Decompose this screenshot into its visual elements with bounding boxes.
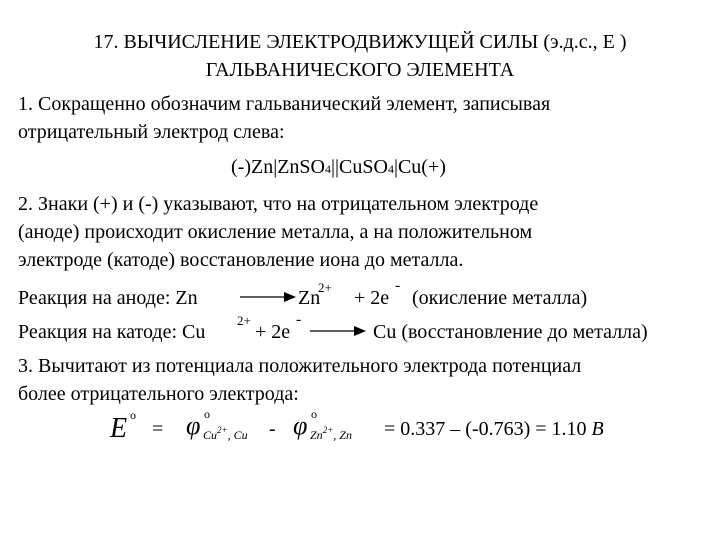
cathode-electron-charge: - <box>296 311 302 328</box>
slide-title-line-1: 17. ВЫЧИСЛЕНИЕ ЭЛЕКТРОДВИЖУЩЕЙ СИЛЫ (э.д.с., E ) <box>93 31 627 53</box>
formula-equals-sign: = <box>152 418 164 440</box>
scheme-part-d: ||Cu <box>331 156 363 178</box>
scheme-subscript-1: 4 <box>325 162 331 176</box>
formula-phi-anode-ion: Zn <box>310 428 323 442</box>
slide-title-line-2: ГАЛЬВАНИЧЕСКОГО ЭЛЕМЕНТА <box>205 59 515 81</box>
paragraph-1-line-2: отрицательный электрод слева: <box>18 121 285 143</box>
formula-minus-sign: - <box>269 418 276 440</box>
formula-phi-anode: φ <box>293 411 308 440</box>
formula-phi-cathode-subscript <box>203 425 248 443</box>
cathode-arrow-icon <box>308 324 368 338</box>
formula-emf-symbol: E <box>110 413 128 444</box>
anode-electrons: + 2e <box>354 287 390 309</box>
formula-phi-anode-superscript: o <box>311 407 317 421</box>
paragraph-2-line-3: электроде (катоде) восстановление иона до металла. <box>18 249 464 271</box>
paragraph-2-line-1: 2. Знаки (+) и (-) указывают, что на отрицательном электроде <box>18 193 539 215</box>
paragraph-1-line-1: 1. Сокращенно обозначим гальванический элемент, записывая <box>18 93 551 115</box>
anode-note: (окисление металла) <box>412 287 588 309</box>
formula-phi-anode-metal: , Zn <box>333 428 352 442</box>
formula-emf-superscript: o <box>130 408 136 422</box>
scheme-part-b: SO <box>299 156 325 178</box>
anode-ion-charge: 2+ <box>318 280 332 295</box>
formula-phi-anode-ion-charge: 2+ <box>322 425 334 435</box>
formula-result-unit: В <box>591 418 604 440</box>
cathode-ion-charge: 2+ <box>237 313 251 328</box>
anode-ion: Zn <box>298 287 321 309</box>
scheme-subscript-2: 4 <box>387 162 394 176</box>
paragraph-2-line-2: (аноде) происходит окисление металла, а на положительном <box>18 221 533 243</box>
formula-phi-cathode-superscript: o <box>204 407 210 421</box>
formula-phi-cathode-metal: , Cu <box>227 428 248 442</box>
paragraph-3-line-1: 3. Вычитают из потенциала положительного электрода потенциал <box>18 355 582 377</box>
anode-electron-charge: - <box>395 277 401 294</box>
scheme-part-g: |Cu(+) <box>393 156 446 178</box>
cathode-reaction-label: Реакция на катоде: Cu <box>18 321 206 343</box>
paragraph-3-line-2: более отрицательного электрода: <box>18 383 299 405</box>
formula-phi-anode-subscript <box>310 425 352 443</box>
formula-result <box>384 418 604 441</box>
cell-scheme <box>231 155 446 181</box>
cathode-electrons: + 2e <box>255 321 291 343</box>
formula-phi-cathode-ion-charge: 2+ <box>217 425 228 435</box>
scheme-part-e: SO <box>362 156 388 178</box>
formula-phi-cathode-ion: Cu <box>203 428 218 442</box>
anode-reaction-label: Реакция на аноде: Zn <box>18 287 198 309</box>
formula-phi-cathode: φ <box>186 411 201 440</box>
scheme-part-a: (-)Zn|Zn <box>231 156 300 178</box>
anode-arrow-icon <box>238 290 298 304</box>
formula-result-value: = 0.337 – (-0.763) = 1.10 <box>384 418 587 440</box>
cathode-product: Cu (восстановление до металла) <box>373 321 648 343</box>
